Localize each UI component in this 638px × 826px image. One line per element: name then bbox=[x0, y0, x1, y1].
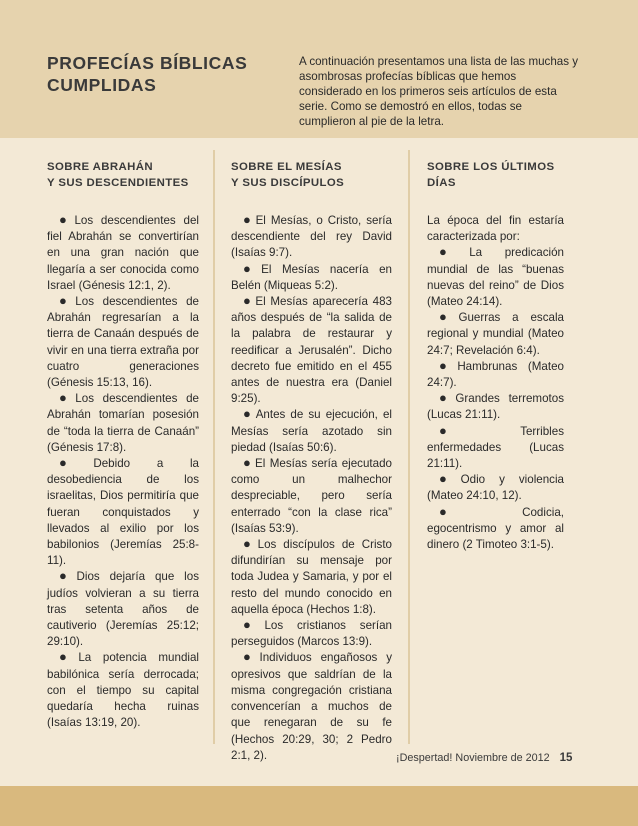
column-intro: La época del fin estaría caracterizada por: bbox=[427, 214, 564, 244]
bullet-icon: ● bbox=[59, 455, 91, 471]
list-item: ● Los descendientes de Abrahán regresarían a la tierra de Canaán después de vivir en una tierra extraña por cuatro generaciones (Génesis 15:13, 16). bbox=[47, 293, 199, 390]
bullet-icon: ● bbox=[243, 293, 253, 309]
bullet-icon: ● bbox=[439, 422, 518, 438]
bullet-icon: ● bbox=[59, 390, 73, 406]
column-divider bbox=[408, 150, 410, 744]
column-abrahan bbox=[47, 213, 199, 732]
bullet-icon: ● bbox=[439, 503, 520, 519]
bullet-icon: ● bbox=[59, 293, 73, 309]
bullet-icon: ● bbox=[243, 536, 255, 552]
bullet-icon: ● bbox=[439, 244, 467, 260]
list-item: ● El Mesías, o Cristo, sería descendiente del rey David (Isaías 9:7). bbox=[231, 212, 392, 260]
bullet-icon: ● bbox=[243, 212, 253, 227]
page-title: PROFECÍAS BÍBLICAS CUMPLIDAS bbox=[47, 53, 248, 95]
footer-band bbox=[0, 786, 638, 826]
bullet-icon: ● bbox=[243, 406, 253, 422]
list-item: ● Debido a la desobediencia de los israelitas, Dios permitiría que fueran conquistados y llevados al exilio por los babilonios (Jeremías 25:8-11). bbox=[47, 455, 200, 568]
column-divider bbox=[213, 150, 215, 744]
bullet-icon: ● bbox=[243, 455, 253, 471]
bullet-icon: ● bbox=[439, 471, 458, 487]
column-heading-mesias bbox=[231, 160, 401, 191]
list-item: ● Los cristianos serían perseguidos (Marcos 13:9). bbox=[231, 617, 393, 649]
heading-line: DÍAS bbox=[427, 176, 456, 189]
list-item: ● El Mesías aparecería 483 años después de “la salida de la palabra de restaurar y reedificar a Jerusalén”. Dicho decreto fue emitido en el 455 antes de nuestra era (Daniel 9:25). bbox=[231, 293, 392, 406]
list-item: ● Odio y violencia (Mateo 24:10, 12). bbox=[427, 471, 564, 503]
list-item: ● Hambrunas (Mateo 24:7). bbox=[427, 357, 564, 390]
bullet-icon: ● bbox=[439, 357, 455, 373]
heading-line: SOBRE ABRAHÁN bbox=[47, 161, 154, 173]
list-item: ● Los descendientes de Abrahán tomarían posesión de “toda la tierra de Canaán” (Génesis 17:8). bbox=[47, 390, 199, 454]
heading-line: SOBRE LOS ÚLTIMOS bbox=[427, 161, 555, 173]
column-heading-abrahan bbox=[47, 160, 212, 191]
list-item: ● Los discípulos de Cristo difundirían su mensaje por toda Judea y Samaria, y por el resto del mundo conocido en aquella época (Hechos 1:8). bbox=[231, 536, 392, 616]
heading-line: Y SUS DISCÍPULOS bbox=[231, 176, 345, 189]
list-item: ● Codicia, egocentrismo y amor al dinero (2 Timoteo 3:1-5). bbox=[427, 503, 564, 552]
bullet-icon: ● bbox=[59, 568, 74, 584]
bullet-icon: ● bbox=[59, 212, 72, 227]
bullet-icon: ● bbox=[59, 649, 76, 665]
intro-paragraph: A continuación presentamos una lista de las muchas y asombrosas profecías bíblicas que hemos considerado en los primeros seis artículos de esta serie. Como se demostró en ellos, todas se cumplieron al pie de la letra. bbox=[299, 55, 579, 128]
bullet-icon: ● bbox=[243, 649, 257, 665]
publication-name: ¡Despertad! Noviembre de 2012 bbox=[396, 752, 550, 764]
list-item: ● Dios dejaría que los judíos volvieran a su tierra tras setenta años de cautiverio (Jeremías 25:12; 29:10). bbox=[47, 568, 199, 649]
column-mesias bbox=[231, 213, 392, 764]
column-heading-ultimos-dias bbox=[427, 160, 577, 191]
list-item: ● Antes de su ejecución, el Mesías sería azotado sin piedad (Isaías 50:6). bbox=[231, 406, 392, 454]
list-item: ● Guerras a escala regional y mundial (Mateo 24:7; Revelación 6:4). bbox=[427, 309, 564, 357]
list-item: ● El Mesías nacería en Belén (Miqueas 5:2). bbox=[231, 260, 392, 292]
list-item: ● El Mesías sería ejecutado como un malhechor despreciable, pero sería enterrado “con la clase rica” (Isaías 53:9). bbox=[231, 455, 392, 535]
bullet-icon: ● bbox=[243, 617, 262, 633]
page-number: 15 bbox=[559, 752, 573, 764]
heading-line: Y SUS DESCENDIENTES bbox=[47, 176, 189, 189]
list-item: ● Terribles enfermedades (Lucas 21:11). bbox=[427, 422, 564, 471]
list-item: ● La predicación mundial de las “buenas nuevas del reino” de Dios (Mateo 24:14). bbox=[427, 244, 564, 309]
column-ultimos-dias bbox=[427, 213, 564, 553]
list-item: ● La potencia mundial babilónica sería derrocada; con el tiempo su capital quedaría hecha ruinas (Isaías 13:19, 20). bbox=[47, 649, 199, 730]
list-item: ● Los descendientes del fiel Abrahán se convertirían en una gran nación que llegaría a ser conocida como Israel (Génesis 12:1, 2). bbox=[47, 212, 199, 292]
bullet-icon: ● bbox=[439, 309, 456, 325]
heading-line: SOBRE EL MESÍAS bbox=[231, 161, 342, 173]
page-footer bbox=[396, 752, 572, 764]
bullet-icon: ● bbox=[439, 390, 453, 406]
list-item: ● Individuos engañosos y opresivos que saldrían de la misma congregación cristiana convencerían a muchos de que renegaran de su fe (Hechos 20:29, 30; 2 Pedro 2:1, 2). bbox=[231, 649, 392, 762]
list-item: ● Grandes terremotos (Lucas 21:11). bbox=[427, 390, 564, 422]
bullet-icon: ● bbox=[243, 260, 259, 276]
